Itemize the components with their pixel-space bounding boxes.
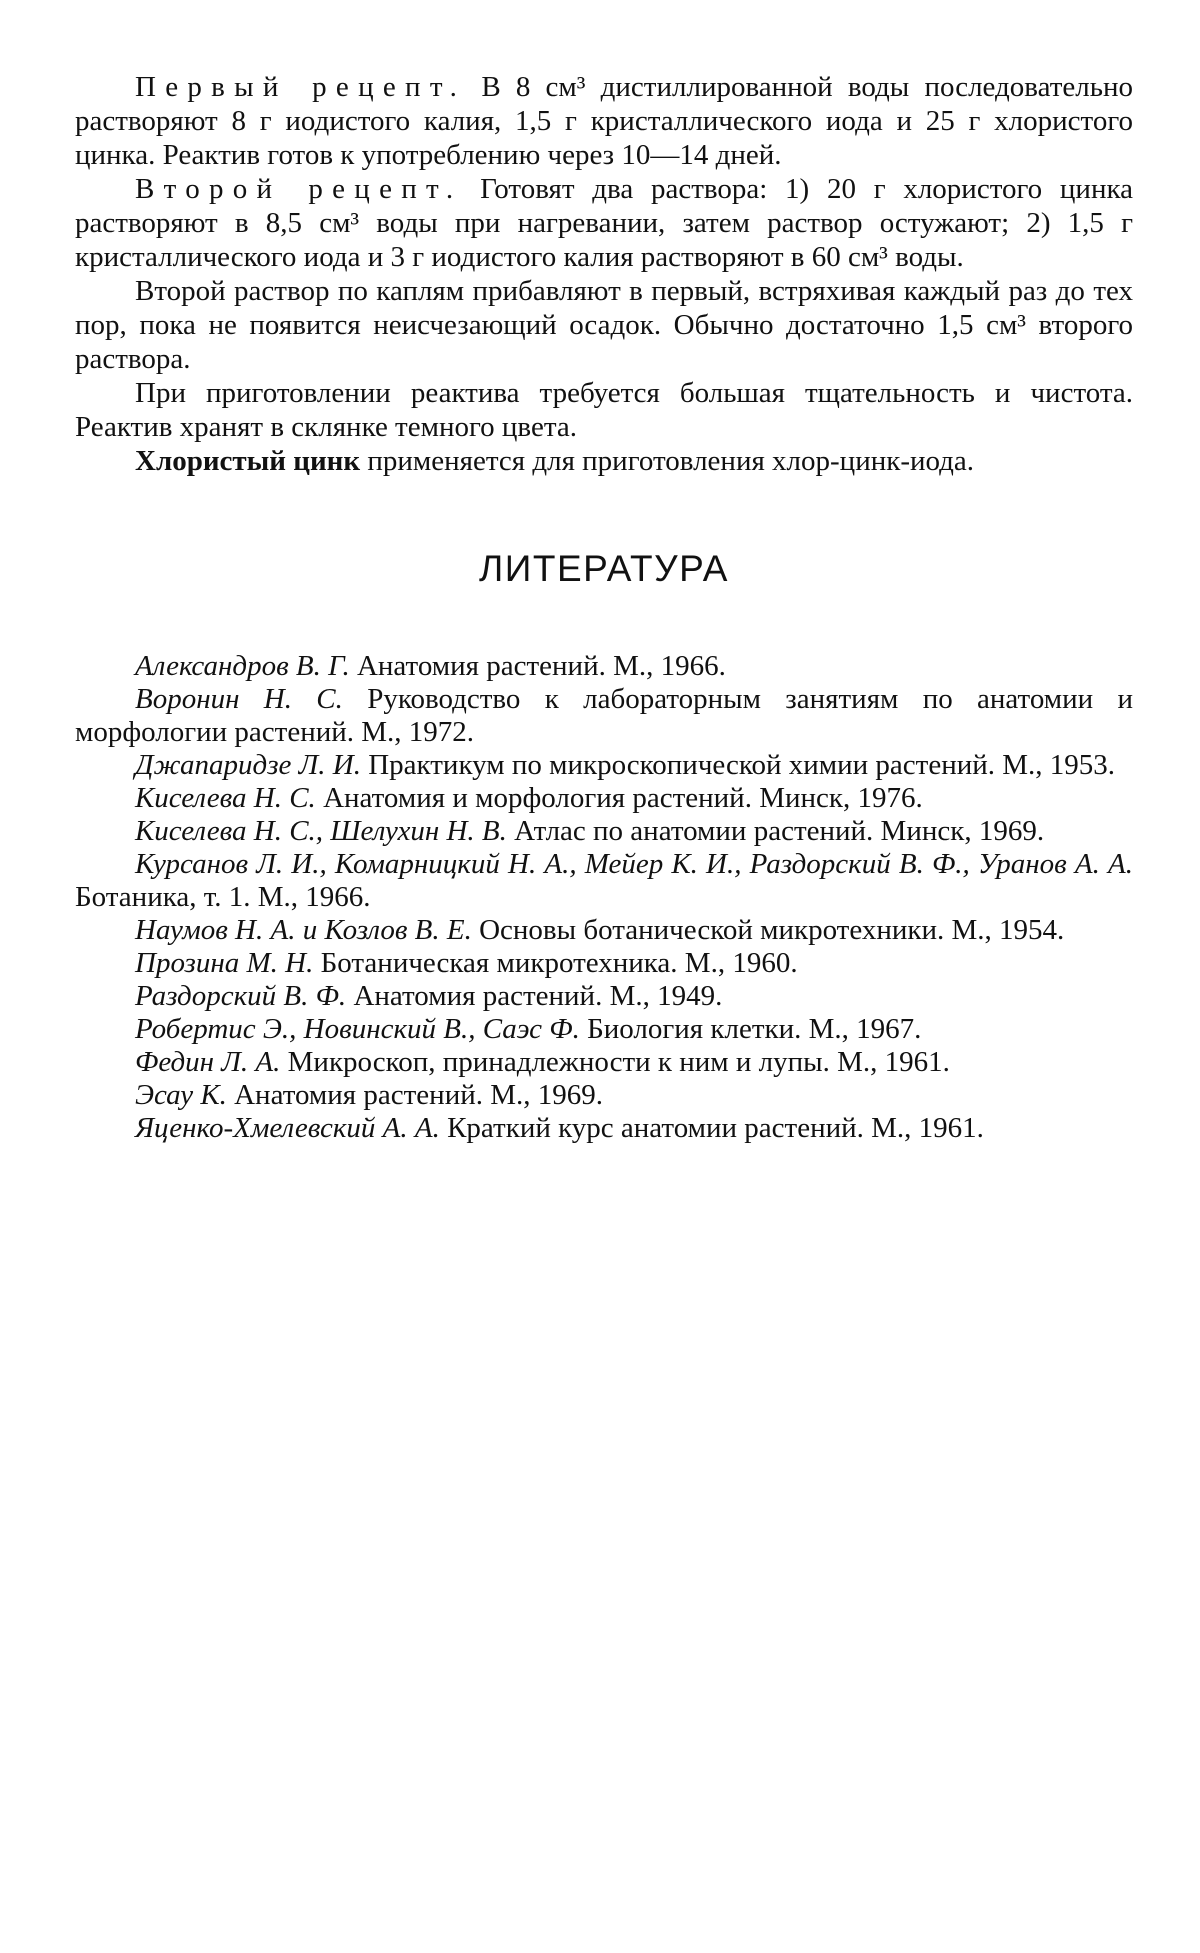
- zinc-chloride-text: применяется для приготовления хлор-цинк-иода.: [360, 445, 975, 477]
- reference-text: Краткий курс анатомии растений. М., 1961.: [439, 1112, 984, 1144]
- reference-text: Ботаническая микротехника. М., 1960.: [313, 947, 798, 979]
- reference-text: Анатомия растений. М., 1966.: [349, 650, 726, 682]
- second-recipe-label: Второй рецепт.: [135, 173, 463, 205]
- reference-item: [75, 782, 1133, 815]
- storage-paragraph: При приготовлении реактива требуется большая тщательность и чистота. Реактив хранят в склянке темного цвета.: [75, 377, 1133, 443]
- reference-author: Александров В. Г.: [135, 650, 350, 682]
- zinc-chloride-paragraph: [75, 444, 1133, 478]
- reference-item: [75, 815, 1133, 848]
- reference-author: Яценко-Хмелевский А. А.: [135, 1112, 440, 1144]
- reference-item: [75, 947, 1133, 980]
- reference-text: Руководство к лабораторным занятиям по анатомии и морфологии растений. М., 1972.: [75, 683, 1133, 748]
- reference-author: Курсанов Л. И., Комарницкий Н. А., Мейер К. И., Раздорский В. Ф., Уранов А. А.: [135, 848, 1133, 880]
- reference-item: [75, 980, 1133, 1013]
- mixing-paragraph: Второй раствор по каплям прибавляют в первый, встряхивая каждый раз до тех пор, пока не появится неисчезающий осадок. Обычно достаточно 1,5 см³ второго раствора.: [75, 275, 1133, 375]
- reference-author: Прозина М. Н.: [135, 947, 314, 979]
- reference-item: [75, 650, 1133, 683]
- reference-author: Киселева Н. С., Шелухин Н. В.: [135, 815, 507, 847]
- reference-text: Анатомия и морфология растений. Минск, 1976.: [315, 782, 923, 814]
- literature-heading: ЛИТЕРАТУРА: [479, 548, 729, 589]
- reference-text: Анатомия растений. М., 1969.: [226, 1079, 604, 1111]
- page: [75, 70, 1133, 1145]
- reference-item: [75, 1112, 1133, 1145]
- first-recipe-label: Первый рецепт.: [135, 71, 467, 103]
- reference-author: Киселева Н. С.: [135, 782, 316, 814]
- reference-author: Джапаридзе Л. И.: [135, 749, 361, 781]
- reference-item: [75, 683, 1133, 749]
- reference-author: Эсау К.: [135, 1079, 227, 1111]
- reference-text: Атлас по анатомии растений. Минск, 1969.: [506, 815, 1045, 847]
- reference-item: [75, 1013, 1133, 1046]
- reference-author: Робертис Э., Новинский В., Саэс Ф.: [135, 1013, 580, 1045]
- reference-text: Практикум по микроскопической химии растений. М., 1953.: [360, 749, 1116, 781]
- reference-text: Анатомия растений. М., 1949.: [346, 980, 723, 1012]
- reference-list: [75, 650, 1133, 1145]
- zinc-chloride-term: Хлористый цинк: [135, 445, 361, 477]
- second-recipe-paragraph: [75, 172, 1133, 274]
- reference-author: Воронин Н. С.: [135, 683, 343, 715]
- reference-author: Федин Л. А.: [135, 1046, 281, 1078]
- reference-item: [75, 1079, 1133, 1112]
- second-recipe-text: Готовят два раствора: 1) 20 г хлористого цинка растворяют в 8,5 см³ воды при нагревании, затем раствор остужают; 2) 1,5 г кристаллического иода и 3 г иодистого калия растворяют в 60 см³ воды.: [75, 173, 1133, 273]
- reference-text: Ботаника, т. 1. М., 1966.: [75, 881, 371, 913]
- reference-text: Биология клетки. М., 1967.: [579, 1013, 922, 1045]
- reference-item: [75, 1046, 1133, 1079]
- reference-author: Раздорский В. Ф.: [135, 980, 347, 1012]
- reference-text: Микроскоп, принадлежности к ним и лупы. М., 1961.: [280, 1046, 950, 1078]
- reference-item: [75, 848, 1133, 914]
- reference-item: [75, 749, 1133, 782]
- reference-item: [75, 914, 1133, 947]
- first-recipe-paragraph: [75, 70, 1133, 172]
- reference-author: Наумов Н. А. и Козлов В. Е.: [135, 914, 472, 946]
- reference-text: Основы ботанической микротехники. М., 1954.: [471, 914, 1065, 946]
- first-recipe-text: В 8 см³ дистиллированной воды последовательно растворяют 8 г иодистого калия, 1,5 г кристаллического иода и 25 г хлористого цинка. Реактив готов к употреблению через 10—14 дней.: [75, 71, 1133, 171]
